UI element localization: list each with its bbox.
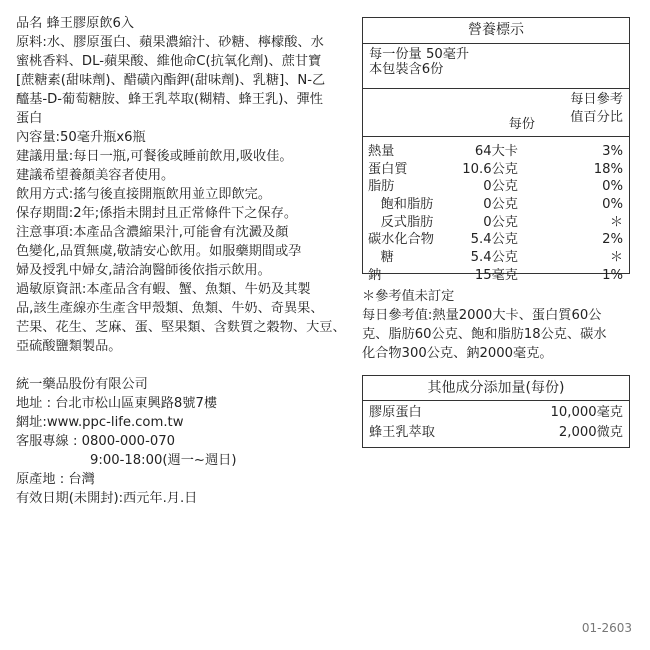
drinking-method: 飲用方式:搖勻後直接開瓶飲用並立即飲完。 <box>16 187 272 202</box>
nutrient-label: 糖 <box>368 250 394 266</box>
spacer <box>16 356 354 375</box>
allergen-line: 過敏原資訊:本產品含有蝦、蟹、魚類、牛奶及其製 <box>16 282 311 297</box>
other-ingredient-row <box>363 423 629 443</box>
company-website[interactable]: 網址:www.ppc-life.com.tw <box>16 415 184 430</box>
serving-info <box>363 44 629 77</box>
ingredient-panel <box>16 14 354 508</box>
service-hours: 9:00-18:00(週一~週日) <box>90 453 237 468</box>
nutrition-row <box>363 178 629 196</box>
other-ingredient-value: 10,000毫克 <box>550 405 623 420</box>
other-ingredients-table <box>362 375 630 448</box>
allergen-line: 芒果、花生、芝麻、蛋、堅果類、含麩質之穀物、大豆、 <box>16 320 346 335</box>
company-name: 統一藥品股份有限公司 <box>16 377 148 392</box>
other-ingredient-label: 蜂王乳萃取 <box>369 425 435 440</box>
nutrition-row <box>363 249 629 267</box>
daily-value-header <box>543 91 623 127</box>
footnote-line: 克、脂肪60公克、飽和脂肪18公克、碳水 <box>362 327 607 342</box>
shelf-life: 保存期間:2年;係指未開封且正常條件下之保存。 <box>16 206 298 221</box>
nutrient-value: 0公克 <box>483 214 518 230</box>
nutrient-value: 0公克 <box>483 197 518 213</box>
nutrient-label: 碳水化合物 <box>368 232 434 248</box>
raw-materials-line: 原料:水、膠原蛋白、蘋果濃縮汁、砂糖、檸檬酸、水 <box>16 35 324 50</box>
raw-materials-line: 蛋白 <box>16 111 43 126</box>
nutrition-facts-table <box>362 17 630 283</box>
nutrient-label: 飽和脂肪 <box>368 197 434 213</box>
product-name: 品名 蜂王膠原飲6入 <box>16 16 135 31</box>
caution-line: 婦及授乳中婦女,請洽詢醫師後依指示飲用。 <box>16 263 271 278</box>
expiry-date: 有效日期(未開封):西元年.月.日 <box>16 491 198 506</box>
nutrient-percent: ＊ <box>609 214 623 230</box>
nutrition-row <box>363 161 629 179</box>
nutrition-header <box>363 88 629 137</box>
caution-line: 色變化,品質無虞,敬請安心飲用。如服藥期間或孕 <box>16 244 302 259</box>
footnote-line: 每日參考值:熱量2000大卡、蛋白質60公 <box>362 308 602 323</box>
nutrient-percent: 3% <box>602 144 623 159</box>
nutrition-row <box>363 231 629 249</box>
usage-line: 建議用量:每日一瓶,可餐後或睡前飲用,吸收佳。 <box>16 149 293 164</box>
nutrient-percent: 0% <box>602 197 623 213</box>
servings-per-pack: 本包裝含6份 <box>369 62 444 77</box>
nutrient-percent: 18% <box>593 161 623 177</box>
caution-line: 注意事項:本產品含濃縮果汁,可能會有沈澱及顏 <box>16 225 289 240</box>
nutrition-footnote <box>362 287 640 363</box>
nutrient-label: 蛋白質 <box>368 161 408 177</box>
nutrition-row <box>363 214 629 232</box>
other-ingredients-rows <box>363 401 629 447</box>
daily-value-header-line: 每日參考 <box>570 92 623 107</box>
other-ingredient-label: 膠原蛋白 <box>369 405 422 420</box>
raw-materials-line: [蔗糖素(甜味劑)、醋磺內酯鉀(甜味劑)、乳糖]、N-乙 <box>16 73 326 88</box>
other-ingredients-title: 其他成分添加量(每份) <box>363 376 629 401</box>
usage-line: 建議希望養顏美容者使用。 <box>16 168 175 183</box>
per-serving-header: 每份 <box>508 117 535 132</box>
nutrition-row <box>363 196 629 214</box>
nutrient-percent: ＊ <box>609 250 623 266</box>
nutrient-label: 鈉 <box>368 267 382 283</box>
nutrient-label: 熱量 <box>368 144 395 159</box>
nutrient-label: 反式脂肪 <box>368 214 434 230</box>
nutrient-percent: 1% <box>602 267 623 283</box>
other-ingredient-row <box>363 403 629 423</box>
nutrient-value: 5.4公克 <box>470 232 518 248</box>
label-code: 01-2603 <box>581 621 632 635</box>
nutrition-title: 營養標示 <box>363 18 629 44</box>
service-phone: 客服專線 : 0800-000-070 <box>16 434 175 449</box>
raw-materials-line: 蜜桃香料、DL-蘋果酸、維他命C(抗氧化劑)、蔗甘寶 <box>16 54 322 69</box>
nutrient-value: 15毫克 <box>474 267 518 283</box>
nutrient-value: 10.6公克 <box>462 161 518 177</box>
daily-value-header-line: 值百分比 <box>570 110 623 125</box>
allergen-line: 品,該生產線亦生產含甲殼類、魚類、牛奶、奇異果、 <box>16 301 324 316</box>
raw-materials-line: 醯基-D-葡萄糖胺、蜂王乳萃取(糊精、蜂王乳)、彈性 <box>16 92 323 107</box>
other-ingredient-value: 2,000微克 <box>558 425 623 440</box>
nutrient-value: 0公克 <box>483 179 518 195</box>
nutrient-value: 64大卡 <box>474 144 518 159</box>
nutrient-percent: 0% <box>602 179 623 195</box>
nutrient-percent: 2% <box>602 232 623 248</box>
nutrition-row <box>363 267 629 285</box>
country-of-origin: 原產地 : 台灣 <box>16 472 95 487</box>
nutrient-label: 脂肪 <box>368 179 395 195</box>
nutrient-value: 5.4公克 <box>470 250 518 266</box>
net-content: 內容量:50毫升瓶x6瓶 <box>16 130 146 145</box>
footnote-line: 化合物300公克、鈉2000毫克。 <box>362 346 553 361</box>
nutrition-rows <box>363 136 629 285</box>
allergen-line: 亞硫酸鹽類製品。 <box>16 339 122 354</box>
company-address: 地址 : 台北市松山區東興路8號7樓 <box>16 396 218 411</box>
footnote-mark: ＊參考值未訂定 <box>362 289 455 304</box>
serving-size: 每一份量 50毫升 <box>369 47 470 62</box>
nutrition-row <box>363 143 629 161</box>
